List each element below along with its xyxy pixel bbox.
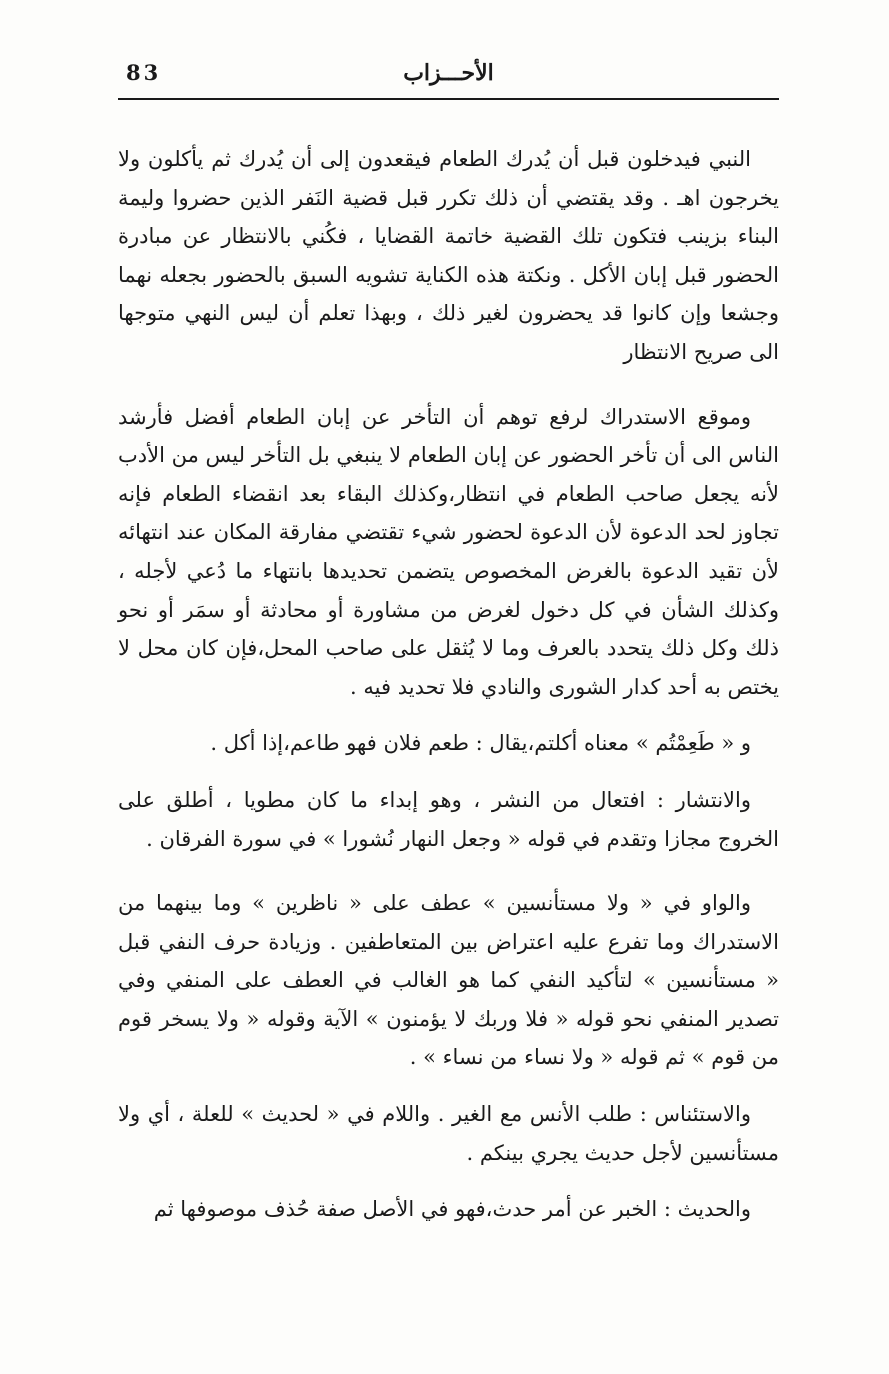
paragraph-2: وموقع الاستدراك لرفع توهم أن التأخر عن إبان الطعام أفضل فأرشد الناس الى أن تأخر الحضور عن إبان الطعام لا ينبغي بل التأخر ليس من الأدب لأنه يجعل صاحب الطعام في انتظار،وكذلك البقاء بعد انقضاء الطعام فإنه تجاوز لحد الدعوة لأن الدعوة لحضور شيء تقتضي مفارقة المكان عند انتهائه لأن تقيد الدعوة بالغرض المخصوص يتضمن تحديدها بانتهاء ما دُعي لأجله ، وكذلك الشأن في كل دخول لغرض من مشاورة أو محادثة أو سمَر أو نحو ذلك وكل ذلك يتحدد بالعرف وما لا يُثقل على صاحب المحل،فإن كان محل لا يختص به أحد كدار الشورى والنادي فلا تحديد فيه .	[118, 404, 779, 699]
paragraph-1: النبي فيدخلون قبل أن يُدرك الطعام فيقعدون إلى أن يُدرك ثم يأكلون ولا يخرجون اهـ . وقد يقتضي أن ذلك تكرر قبل قضية النَفر الذين حضروا وليمة البناء بزينب فتكون تلك القضية خاتمة القضايا ، فكُني بالانتظار عن مبادرة الحضور قبل إبان الأكل . ونكتة هذه الكناية تشويه السبق بالحضور بجعله نهما وجشعا وإن كانوا قد يحضرون لغير ذلك ، وبهذا تعلم أن ليس النهي متوجها الى صريح الانتظار	[118, 147, 779, 364]
body-text	[118, 140, 779, 1229]
paragraph-3: و « طَعِمْتُم » معناه أكلتم،يقال : طعم فلان فهو طاعم،إذا أكل .	[210, 731, 751, 756]
header-rule	[118, 98, 779, 100]
paragraph-5: والواو في « ولا مستأنسين » عطف على « ناظرين » وما بينهما من الاستدراك وما تفرع عليه اعتراض بين المتعاطفين . وزيادة حرف النفي قبل « مستأنسين » لتأكيد النفي كما هو الغالب في العطف على المنفي وفي تصدير المنفي نحو قوله « فلا وربك لا يؤمنون » الآية وقوله « ولا يسخر قوم من قوم » ثم قوله « ولا نساء من نساء » .	[118, 891, 779, 1070]
paragraph-4: والانتشار : افتعال من النشر ، وهو إبداء ما كان مطويا ، أطلق على الخروج مجازا وتقدم في قوله « وجعل النهار نُشورا » في سورة الفرقان .	[118, 787, 779, 851]
paragraph-7: والحديث : الخبر عن أمر حدث،فهو في الأصل صفة حُذف موصوفها ثم	[153, 1197, 751, 1222]
running-title: الأحـــزاب	[403, 60, 494, 86]
page-header	[118, 56, 779, 96]
paragraph-6: والاستئناس : طلب الأنس مع الغير . واللام في « لحديث » للعلة ، أي ولا مستأنسين لأجل حديث يجري بينكم .	[118, 1102, 779, 1165]
page-number: 83	[126, 60, 162, 85]
